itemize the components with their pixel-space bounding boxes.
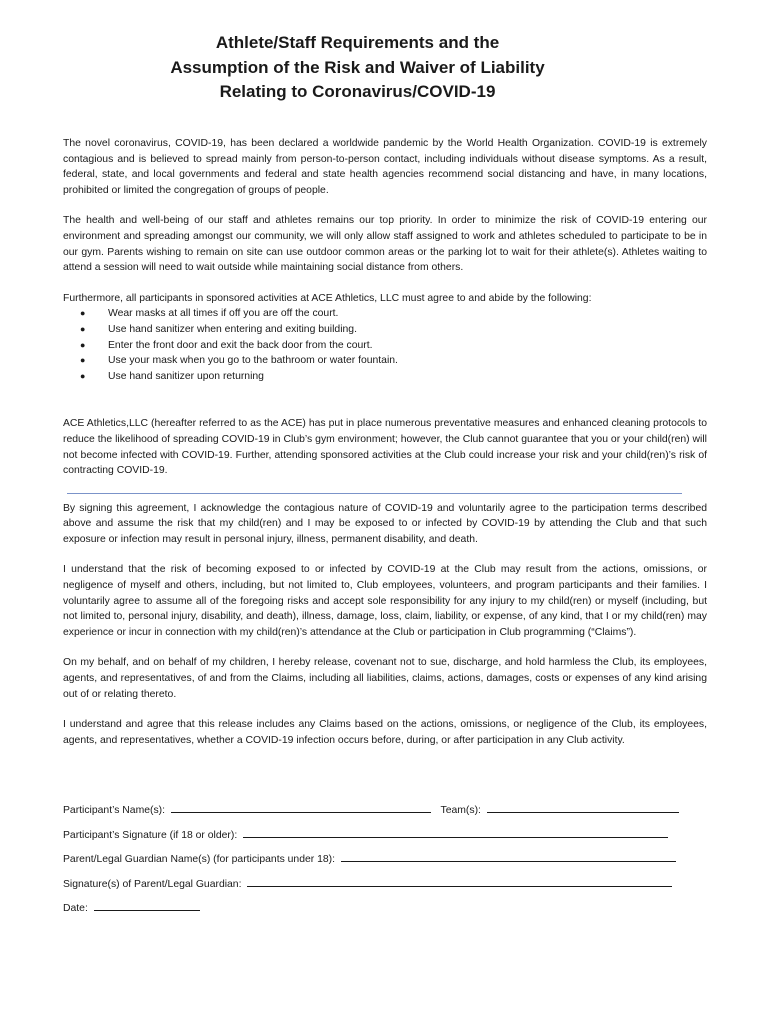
divider-line: [67, 493, 682, 494]
bullet-icon: ●: [80, 355, 86, 366]
list-item: ● Use hand sanitizer upon returning: [80, 369, 707, 385]
paragraph-risk: I understand that the risk of becoming exposed to or infected by COVID-19 at the Club may result from the actions, omissions, or negligence of myself and others, including, but not limited to, Club employees, volunteers, and program participants and their families. I voluntarily agree to assume all of the foregoing risks and accept sole responsibility for any injury to my child(ren) or myself (including, but not limited to, personal injury, disability, and death), illness, damage, loss, claim, liability, or expense, of any kind, that I or my child(ren) may experience or incur in connection with my child(ren)’s attendance at the Club or participation in Club programming (“Claims”).: [63, 564, 707, 638]
list-item: ● Use hand sanitizer when entering and exiting building.: [80, 322, 707, 338]
bullet-icon: ●: [80, 308, 86, 319]
participant-name-row: [63, 801, 723, 826]
guardian-name-label: Parent/Legal Guardian Name(s) (for participants under 18):: [63, 854, 336, 865]
paragraph-priority: The health and well-being of our staff and athletes remains our top priority. In order to minimize the risk of COVID-19 entering our environment and spreading amongst our community, we will only allow staff assigned to work and athletes scheduled to participate to be in our gym. Parents wishing to remain on site can use outdoor common areas or the parking lot to wait for their athlete(s). Athletes waiting to attend a session will need to wait outside while maintaining social distance from others.: [63, 215, 707, 274]
team-label: Team(s):: [440, 805, 481, 816]
paragraph-acknowledgement: By signing this agreement, I acknowledge the contagious nature of COVID-19 and voluntarily agree to the participation terms described above and assume the risk that my child(ren) and I may be exposed to or infected by COVID-19 by attending the Club and that such exposure or infection may result in personal injury, illness, permanent disability, and death.: [63, 502, 707, 545]
bullet-icon: ●: [80, 370, 86, 381]
team-field[interactable]: [487, 801, 679, 813]
paragraph-pandemic: The novel coronavirus, COVID-19, has been declared a worldwide pandemic by the World Health Organization. COVID-19 is extremely contagious and is believed to spread mainly from person-to-person contact, including individuals without disease symptoms. As a result, federal, state, and local governments and federal and state health agencies recommend social distancing and have, in many locations, prohibited or limited the congregation of groups of people.: [63, 138, 707, 196]
list-item: ● Wear masks at all times if off you are off the court.: [80, 306, 707, 322]
guardian-name-field[interactable]: [341, 850, 676, 862]
bullet-icon: ●: [80, 323, 86, 334]
date-field[interactable]: [94, 899, 200, 911]
guardian-name-row: [63, 850, 723, 875]
participant-signature-field[interactable]: [243, 826, 668, 838]
rules-list: [63, 306, 707, 384]
paragraph-preventative-measures: ACE Athletics,LLC (hereafter referred to as the ACE) has put in place numerous preventative measures and enhanced cleaning protocols to reduce the likelihood of spreading COVID-19 in Club’s gym environment; however, the Club cannot guarantee that you or your child(ren) will not become infected with COVID-19. Further, attending sponsored activities at the Club could increase your risk and your child(ren)’s risk of contracting COVID-19.: [63, 418, 707, 477]
participant-name-field[interactable]: [171, 801, 431, 813]
title-line-3: Relating to Coronavirus/COVID-19: [219, 82, 496, 101]
list-item: ● Enter the front door and exit the back door from the court.: [80, 338, 707, 354]
date-row: [63, 899, 723, 924]
document-body: [63, 136, 707, 763]
guardian-signature-row: [63, 875, 723, 900]
date-label: Date:: [63, 903, 88, 914]
list-item: ● Use your mask when you go to the bathroom or water fountain.: [80, 353, 707, 369]
signature-block: [63, 801, 723, 924]
paragraph-rules-intro: Furthermore, all participants in sponsored activities at ACE Athletics, LLC must agree to and abide by the following:: [63, 292, 592, 304]
participant-signature-row: [63, 826, 723, 851]
guardian-signature-label: Signature(s) of Parent/Legal Guardian:: [63, 878, 242, 890]
title-line-1: Athlete/Staff Requirements and the: [215, 33, 500, 52]
bullet-icon: ●: [80, 339, 86, 350]
paragraph-release: On my behalf, and on behalf of my children, I hereby release, covenant not to sue, discharge, and hold harmless the Club, its employees, agents, and representatives, of and from the Claims, including all liabilities, claims, actions, damages, costs or expenses of any kind arising out of or relating thereto.: [63, 657, 707, 700]
title-line-2: Assumption of the Risk and Waiver of Liability: [170, 57, 545, 77]
participant-signature-label: Participant’s Signature (if 18 or older):: [63, 829, 238, 841]
guardian-signature-field[interactable]: [247, 875, 672, 887]
participant-name-label: Participant’s Name(s):: [63, 805, 166, 816]
paragraph-claims: I understand and agree that this release includes any Claims based on the actions, omissions, or negligence of the Club, its employees, agents, and representatives, whether a COVID-19 infection occurs before, during, or after participation in any Club activity.: [63, 719, 707, 746]
document-title: [60, 31, 655, 105]
